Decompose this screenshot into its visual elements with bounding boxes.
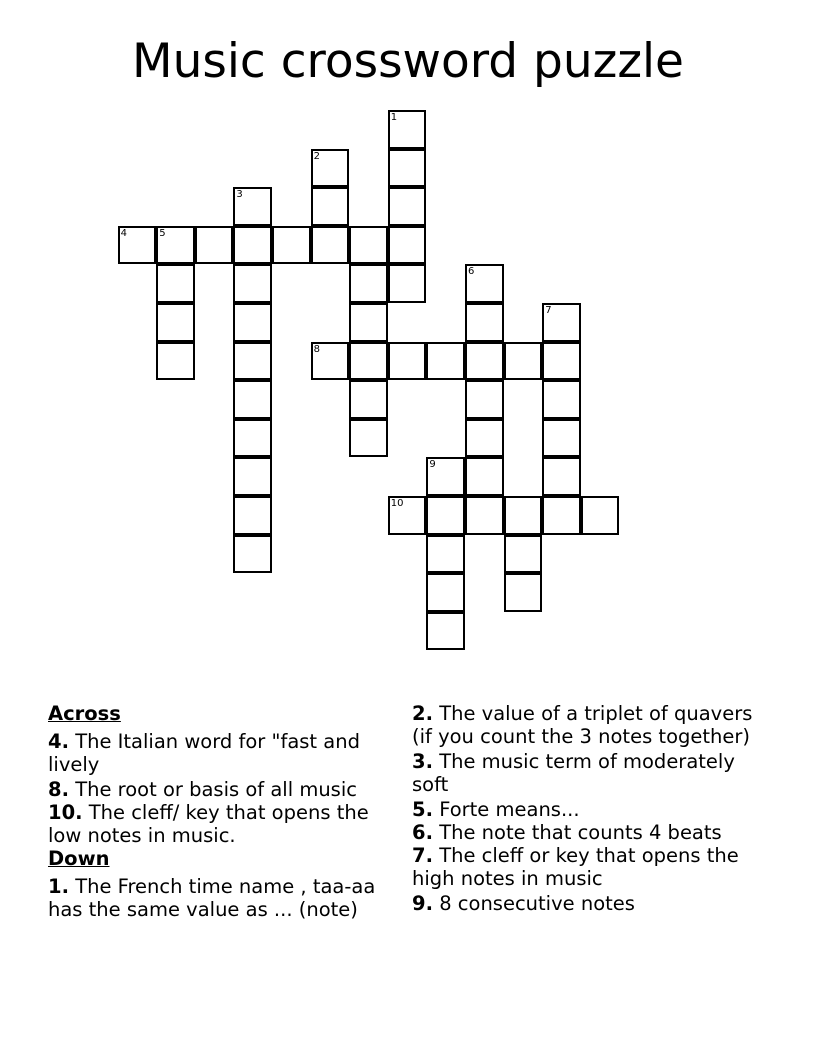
- crossword-cell[interactable]: [388, 342, 427, 381]
- crossword-cell[interactable]: [542, 303, 581, 342]
- crossword-cell[interactable]: [542, 496, 581, 535]
- crossword-cell[interactable]: [233, 342, 272, 381]
- crossword-cell[interactable]: [465, 342, 504, 381]
- across-heading: Across: [48, 702, 121, 725]
- crossword-cell[interactable]: [349, 419, 388, 458]
- crossword-cell[interactable]: [426, 496, 465, 535]
- clue-number-label: 6: [468, 266, 475, 278]
- clue-number-label: 9: [429, 459, 436, 471]
- down-clue-5: [412, 798, 772, 821]
- crossword-cell[interactable]: [311, 149, 350, 188]
- crossword-cell[interactable]: [542, 342, 581, 381]
- clue-number-label: 4: [120, 227, 127, 239]
- crossword-cell[interactable]: [156, 226, 195, 265]
- crossword-cell[interactable]: [388, 496, 427, 535]
- crossword-cell[interactable]: [233, 457, 272, 496]
- down-clue-9: [412, 892, 772, 915]
- across-clue-10: [48, 801, 393, 847]
- crossword-cell[interactable]: [233, 535, 272, 574]
- crossword-cell[interactable]: [542, 419, 581, 458]
- crossword-cell[interactable]: [426, 457, 465, 496]
- crossword-cell[interactable]: [311, 187, 350, 226]
- crossword-cell[interactable]: [465, 419, 504, 458]
- crossword-cell[interactable]: [426, 573, 465, 612]
- clue-number: 7.: [412, 844, 433, 867]
- clue-number: 10.: [48, 801, 83, 824]
- crossword-cell[interactable]: [156, 264, 195, 303]
- crossword-cell[interactable]: [156, 303, 195, 342]
- crossword-cell[interactable]: [388, 226, 427, 265]
- clues-left-column: [48, 702, 393, 923]
- clue-number: 9.: [412, 892, 433, 915]
- crossword-cell[interactable]: [465, 303, 504, 342]
- crossword-cell[interactable]: [349, 264, 388, 303]
- crossword-cell[interactable]: [311, 226, 350, 265]
- page-title: Music crossword puzzle: [132, 34, 684, 89]
- clue-number-label: 1: [390, 112, 398, 123]
- clue-number-label: 8: [313, 343, 320, 355]
- crossword-cell[interactable]: [233, 419, 272, 458]
- clue-number: 8.: [48, 778, 69, 801]
- crossword-cell[interactable]: [581, 496, 620, 535]
- clue-number: 6.: [412, 821, 433, 844]
- crossword-cell[interactable]: [542, 380, 581, 419]
- crossword-cell[interactable]: [388, 110, 427, 149]
- crossword-cell[interactable]: [465, 264, 504, 303]
- clue-number-label: 3: [236, 189, 243, 201]
- crossword-cell[interactable]: [195, 226, 234, 265]
- clue-text: The root or basis of all music: [75, 778, 357, 801]
- across-clue-4: [48, 730, 393, 776]
- crossword-cell[interactable]: [465, 380, 504, 419]
- crossword-cell[interactable]: [504, 342, 543, 381]
- crossword-cell[interactable]: [349, 303, 388, 342]
- clue-text: The value of a triplet of quavers (if you count the 3 notes together): [412, 702, 753, 748]
- crossword-cell[interactable]: [504, 496, 543, 535]
- crossword-cell[interactable]: [388, 149, 427, 188]
- crossword-cell[interactable]: [233, 380, 272, 419]
- crossword-cell[interactable]: [388, 264, 427, 303]
- across-clue-8: [48, 778, 393, 801]
- clue-text: The note that counts 4 beats: [439, 821, 722, 844]
- clues-right-column: [412, 702, 772, 917]
- crossword-cell[interactable]: [465, 496, 504, 535]
- clue-text: The cleff or key that opens the high notes in music: [412, 844, 739, 890]
- clue-text: The music term of moderately soft: [412, 750, 735, 796]
- down-clue-6: [412, 821, 772, 844]
- crossword-cell[interactable]: [426, 612, 465, 651]
- crossword-cell[interactable]: [542, 457, 581, 496]
- clue-number: 5.: [412, 798, 433, 821]
- down-clue-2: [412, 702, 772, 748]
- crossword-cell[interactable]: [388, 187, 427, 226]
- crossword-cell[interactable]: [504, 573, 543, 612]
- clue-text: The French time name , taa-aa has the same value as ... (note): [48, 875, 376, 921]
- clue-number: 2.: [412, 702, 433, 725]
- crossword-cell[interactable]: [233, 226, 272, 265]
- clue-number: 3.: [412, 750, 433, 773]
- down-clue-7: [412, 844, 772, 890]
- crossword-cell[interactable]: [233, 303, 272, 342]
- crossword-cell[interactable]: [349, 226, 388, 265]
- down-clue-3: [412, 750, 772, 796]
- clue-number-label: 2: [313, 150, 320, 162]
- clue-text: The cleff/ key that opens the low notes in music.: [48, 801, 369, 847]
- crossword-cell[interactable]: [504, 535, 543, 574]
- crossword-cell[interactable]: [311, 342, 350, 381]
- crossword-cell[interactable]: [233, 496, 272, 535]
- crossword-cell[interactable]: [118, 226, 157, 265]
- clue-number-label: 5: [159, 227, 166, 239]
- clue-number-label: 7: [545, 305, 552, 316]
- down-clue-1: [48, 875, 393, 921]
- crossword-cell[interactable]: [426, 535, 465, 574]
- clue-text: 8 consecutive notes: [439, 892, 635, 915]
- clue-number-label: 10: [390, 498, 404, 509]
- crossword-cell[interactable]: [426, 342, 465, 381]
- crossword-cell[interactable]: [156, 342, 195, 381]
- down-heading: Down: [48, 847, 110, 870]
- crossword-cell[interactable]: [465, 457, 504, 496]
- crossword-cell[interactable]: [233, 187, 272, 226]
- crossword-cell[interactable]: [272, 226, 311, 265]
- clue-number: 4.: [48, 730, 69, 753]
- crossword-cell[interactable]: [349, 342, 388, 381]
- clue-number: 1.: [48, 875, 69, 898]
- clue-text: Forte means...: [439, 798, 580, 821]
- crossword-cell[interactable]: [349, 380, 388, 419]
- clue-text: The Italian word for "fast and lively: [48, 730, 360, 776]
- crossword-cell[interactable]: [233, 264, 272, 303]
